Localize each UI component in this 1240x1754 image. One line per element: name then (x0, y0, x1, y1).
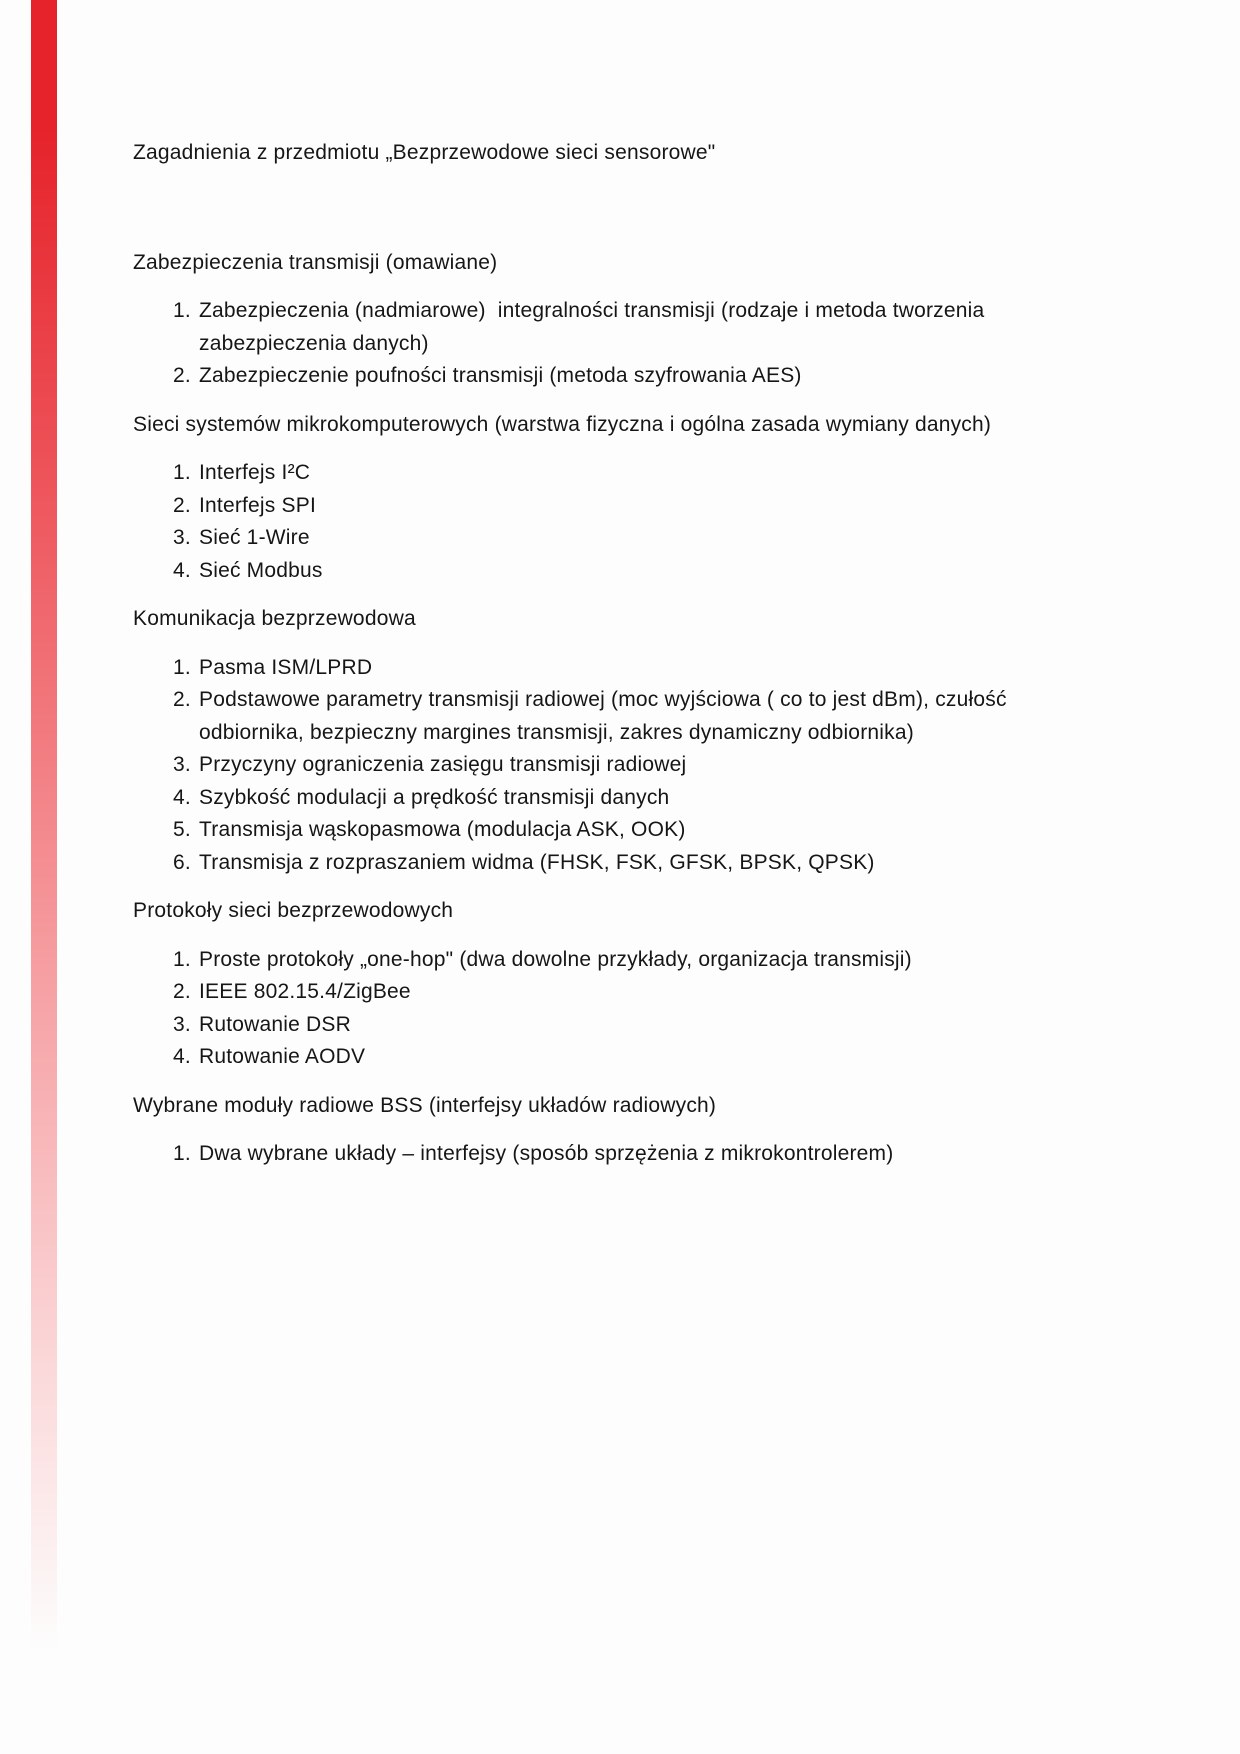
section-heading-sieci-systemow: Sieci systemów mikrokomputerowych (warstwa fizyczna i ogólna zasada wymiany danych) (133, 412, 992, 436)
list-item: 1. Proste protokoły „one-hop" (dwa dowolne przykłady, organizacja transmisji) (197, 944, 1085, 977)
list-item: 2. IEEE 802.15.4/ZigBee (197, 976, 1085, 1009)
list-protokoly (133, 944, 1085, 1074)
red-ribbon-decoration (31, 0, 57, 1652)
list-item: 2. Interfejs SPI (197, 490, 1085, 523)
list-komunikacja (133, 652, 1085, 880)
list-item: 4. Rutowanie AODV (197, 1041, 1085, 1074)
section-heading-protokoly: Protokoły sieci bezprzewodowych (133, 899, 454, 922)
list-zabezpieczenia (133, 295, 1085, 393)
section-heading-wybrane-moduly: Wybrane moduły radiowe BSS (interfejsy układów radiowych) (133, 1093, 717, 1117)
list-item: 5. Transmisja wąskopasmowa (modulacja ASK, OOK) (197, 814, 1085, 847)
list-item: 4. Sieć Modbus (197, 555, 1085, 588)
list-item: 1. Pasma ISM/LPRD (197, 652, 1085, 685)
list-item: 3. Rutowanie DSR (197, 1009, 1085, 1042)
list-item: 3. Przyczyny ograniczenia zasięgu transmisji radiowej (197, 749, 1085, 782)
list-item: 1. Zabezpieczenia (nadmiarowe) integralności transmisji (rodzaje i metoda tworzenia zabezpieczenia danych) (197, 295, 1085, 360)
list-item: 4. Szybkość modulacji a prędkość transmisji danych (197, 782, 1085, 815)
list-sieci-systemow (133, 457, 1085, 587)
list-item: 1. Interfejs I²C (197, 457, 1085, 490)
section-heading-komunikacja: Komunikacja bezprzewodowa (133, 607, 416, 630)
list-item: 2. Podstawowe parametry transmisji radiowej (moc wyjściowa ( co to jest dBm), czułość odbiornika, bezpieczny margines transmisji, zakres dynamiczny odbiornika) (197, 684, 1085, 749)
list-item: 1. Dwa wybrane układy – interfejsy (sposób sprzężenia z mikrokontrolerem) (197, 1138, 1085, 1171)
list-item: 3. Sieć 1-Wire (197, 522, 1085, 555)
section-heading-zabezpieczenia: Zabezpieczenia transmisji (omawiane) (133, 250, 498, 274)
list-wybrane-moduly (133, 1138, 1085, 1171)
list-item: 6. Transmisja z rozpraszaniem widma (FHSK, FSK, GFSK, BPSK, QPSK) (197, 847, 1085, 880)
list-item: 2. Zabezpieczenie poufności transmisji (metoda szyfrowania AES) (197, 360, 1085, 393)
document-content (133, 137, 1085, 1187)
page-title: Zagadnienia z przedmiotu „Bezprzewodowe sieci sensorowe" (133, 141, 716, 164)
